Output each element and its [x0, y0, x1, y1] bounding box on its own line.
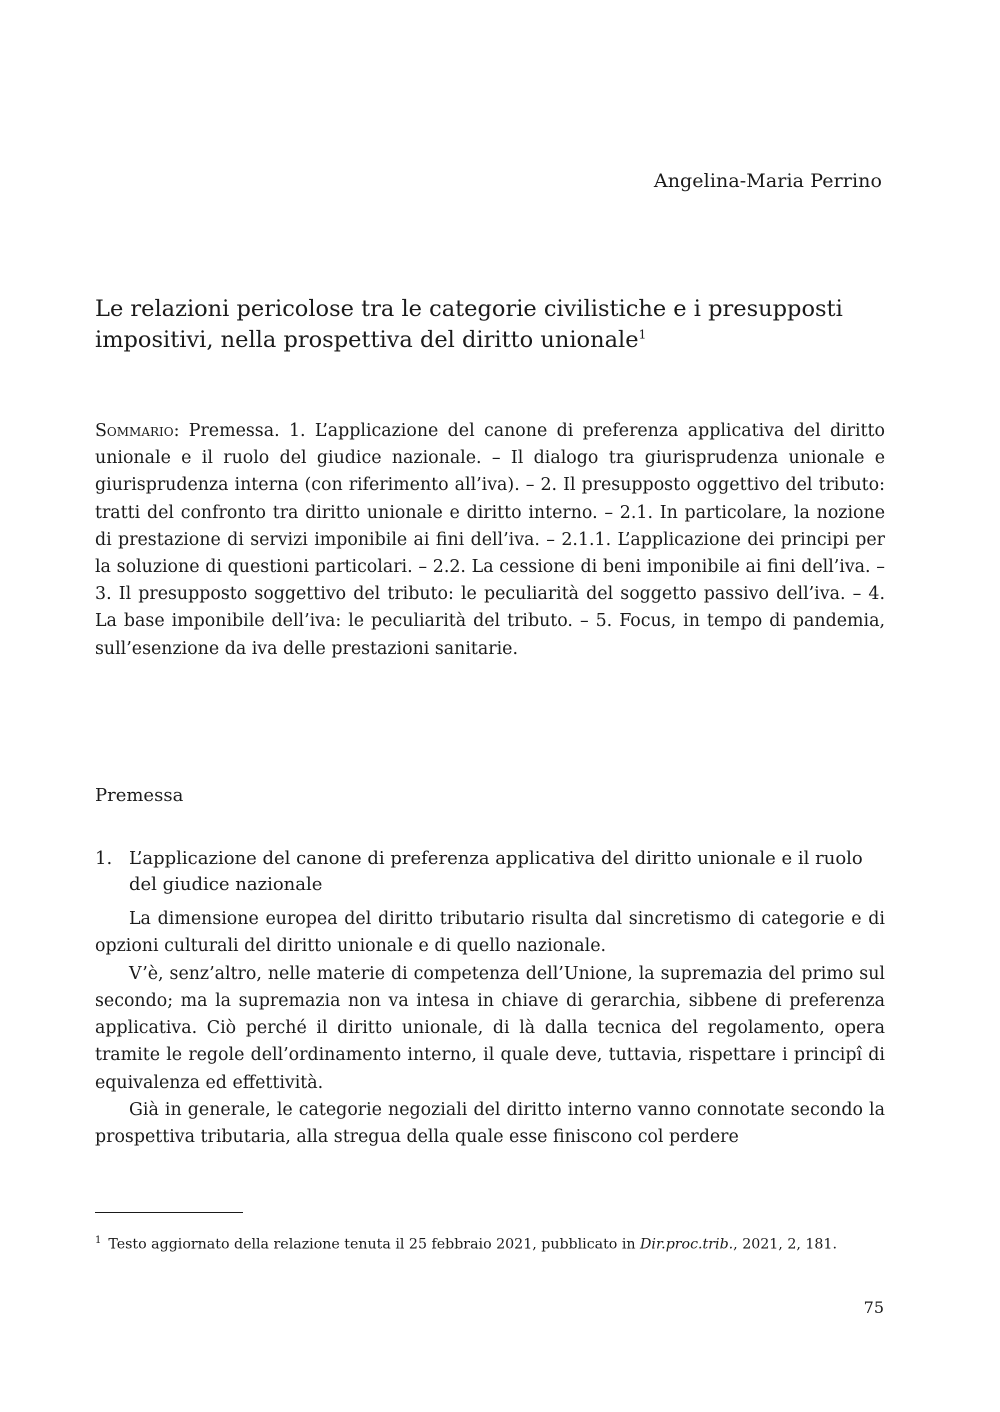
title-footnote-ref[interactable]: 1: [638, 327, 647, 342]
premessa-heading: Premessa: [95, 785, 184, 806]
summary-label: Sommario:: [95, 421, 180, 441]
footnote-text-before: Testo aggiornato della relazione tenuta il 25 febbraio 2021, pubblicato in: [108, 1236, 641, 1253]
summary-text: Premessa. 1. L’applicazione del canone di preferenza applicativa del diritto unionale e il ruolo del giudice nazionale. – Il dialogo tra giurisprudenza unionale e giurisprudenza interna (con riferimento all’iva). – 2. Il presupposto oggettivo del tributo: tratti del confronto tra diritto unionale e diritto interno. – 2.1. In particolare, la nozione di prestazione di servizi imponibile ai fini dell’iva. – 2.1.1. L’applicazione dei principi per la soluzione di questioni particolari. – 2.2. La cessione di beni imponibile ai fini dell’iva. – 3. Il presupposto soggettivo del tributo: le peculiarità del soggetto passivo dell’iva. – 4. La base imponibile dell’iva: le peculiarità del tributo. – 5. Focus, in tempo di pandemia, sull’esenzione da iva delle prestazioni sanitarie.: [95, 421, 885, 659]
footnote-text-after: , 2021, 2, 181.: [733, 1236, 837, 1253]
section-1-number: 1.: [95, 848, 113, 869]
paragraph: V’è, senz’altro, nelle materie di competenza dell’Unione, la supremazia del primo sul secondo; ma la supremazia non va intesa in chiave di gerarchia, sibbene di preferenza applicativa. Ciò perché il diritto unionale, di là dalla tecnica del regolamento, opera tramite le regole dell’ordinamento interno, il quale deve, tuttavia, rispettare i principî di equivalenza ed effettività.: [95, 963, 885, 1093]
footnote-journal: Dir.proc.trib.: [640, 1236, 734, 1253]
article-title: [95, 294, 895, 356]
article-title-text: Le relazioni pericolose tra le categorie civilistiche e i presupposti impositivi, nella prospettiva del diritto unionale: [95, 296, 843, 353]
section-1-title: L’applicazione del canone di preferenza applicativa del diritto unionale e il ruolo del giudice nazionale: [129, 848, 863, 895]
paragraph: La dimensione europea del diritto tributario risulta dal sincretismo di categorie e di opzioni culturali del diritto unionale e di quello nazionale.: [95, 909, 885, 957]
paragraph: Già in generale, le categorie negoziali del diritto interno vanno connotate secondo la prospettiva tributaria, alla stregua della quale esse finiscono col perdere: [95, 1100, 885, 1148]
summary: [95, 418, 885, 663]
footnote-divider: [95, 1212, 243, 1213]
body-text: [95, 906, 885, 1152]
page-number: 75: [863, 1298, 884, 1317]
footnote-number: 1: [95, 1235, 102, 1246]
footnote: [95, 1231, 895, 1255]
section-1-heading: [95, 846, 885, 898]
author-name: Angelina-Maria Perrino: [653, 170, 882, 192]
